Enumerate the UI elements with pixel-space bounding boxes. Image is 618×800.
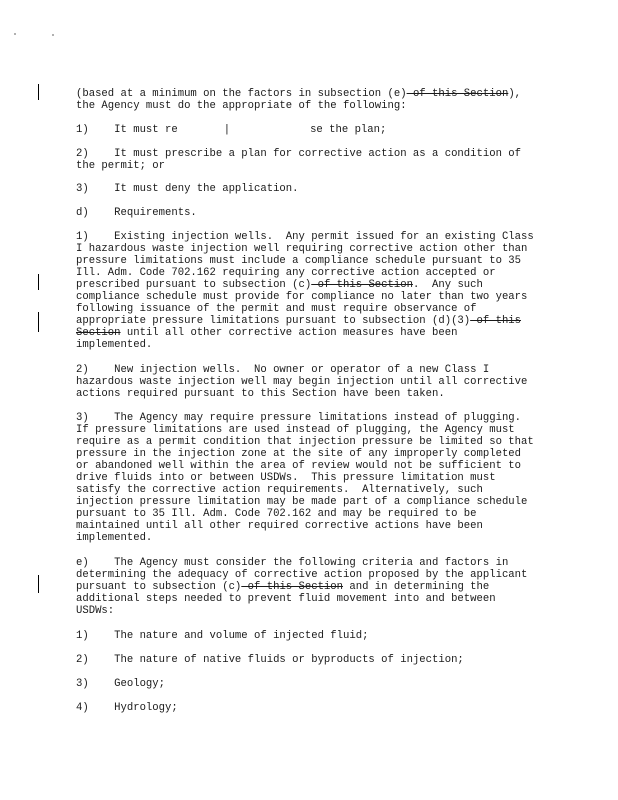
text-line: e) The Agency must consider the following criteria and factors in <box>76 557 509 569</box>
text-line: pursuant to 35 Ill. Adm. Code 702.162 and may be required to be <box>76 508 477 520</box>
text-line: 2) It must prescribe a plan for corrective action as a condition of <box>76 148 522 160</box>
struck-text: of this Section <box>406 88 509 100</box>
text-line: pressure in the injection zone at the site of any improperly completed <box>76 448 522 460</box>
list-item: 1) The nature and volume of injected fluid; <box>76 630 369 642</box>
text-line: maintained until all other required corrective actions have been <box>76 520 483 532</box>
text-line: 1) Existing injection wells. Any permit issued for an existing Class <box>76 231 534 243</box>
text-line: implemented. <box>76 532 153 544</box>
struck-text: of this <box>470 315 522 327</box>
struck-text: Section <box>76 327 121 339</box>
text-line: the Agency must do the appropriate of the following: <box>76 100 407 112</box>
text-line: hazardous waste injection well may begin injection until all corrective <box>76 376 528 388</box>
list-item: 3) Geology; <box>76 678 166 690</box>
text-line: USDWs: <box>76 605 115 617</box>
text-line: require as a permit condition that injection pressure be limited so that <box>76 436 534 448</box>
text-line: Ill. Adm. Code 702.162 requiring any corrective action accepted or <box>76 267 496 279</box>
text-line: 2) New injection wells. No owner or operator of a new Class I <box>76 364 490 376</box>
text-line: appropriate pressure limitations pursuant to subsection (d)(3) of this <box>76 315 522 327</box>
text-line: satisfy the corrective action requirements. Alternatively, such <box>76 484 483 496</box>
text-line: pressure limitations must include a compliance schedule pursuant to 35 <box>76 255 522 267</box>
text-line: the permit; or <box>76 160 166 172</box>
list-item: 2) The nature of native fluids or byproducts of injection; <box>76 654 464 666</box>
text-line: additional steps needed to prevent fluid movement into and between <box>76 593 496 605</box>
text-line: following issuance of the permit and must require observance of <box>76 303 477 315</box>
scan-speck <box>52 34 54 36</box>
text-line: pursuant to subsection (c) of this Section and in determining the <box>76 581 490 593</box>
revision-bar <box>38 312 39 332</box>
text-line: Section until all other corrective action measures have been <box>76 327 458 339</box>
text-line: or abandoned well within the area of review would not be sufficient to <box>76 460 522 472</box>
struck-text: of this Section <box>311 279 413 291</box>
revision-bar <box>38 84 39 100</box>
scan-artifact: | <box>223 124 231 136</box>
struck-text: of this Section <box>241 581 344 593</box>
text-line: compliance schedule must provide for compliance no later than two years <box>76 291 528 303</box>
text-line: injection pressure limitation may be made part of a compliance schedule <box>76 496 528 508</box>
revision-bar <box>38 274 39 290</box>
text-line: drive fluids into or between USDWs. This pressure limitation must <box>76 472 496 484</box>
text-line: 1) It must re | se the plan; <box>76 124 387 136</box>
text-line: (based at a minimum on the factors in subsection (e) of this Section), <box>76 88 522 100</box>
text-line: If pressure limitations are used instead of plugging, the Agency must <box>76 424 515 436</box>
text-line: implemented. <box>76 339 153 351</box>
text-line: 3) The Agency may require pressure limitations instead of plugging. <box>76 412 522 424</box>
revision-bar <box>38 575 39 593</box>
text-line: actions required pursuant to this Section have been taken. <box>76 388 445 400</box>
text-line: 3) It must deny the application. <box>76 183 299 195</box>
scan-speck <box>14 33 16 35</box>
section-heading: d) Requirements. <box>76 207 197 219</box>
text-line: determining the adequacy of corrective action proposed by the applicant <box>76 569 528 581</box>
list-item: 4) Hydrology; <box>76 702 178 714</box>
text-line: prescribed pursuant to subsection (c) of this Section. Any such <box>76 279 483 291</box>
text-line: I hazardous waste injection well requiring corrective action other than <box>76 243 528 255</box>
